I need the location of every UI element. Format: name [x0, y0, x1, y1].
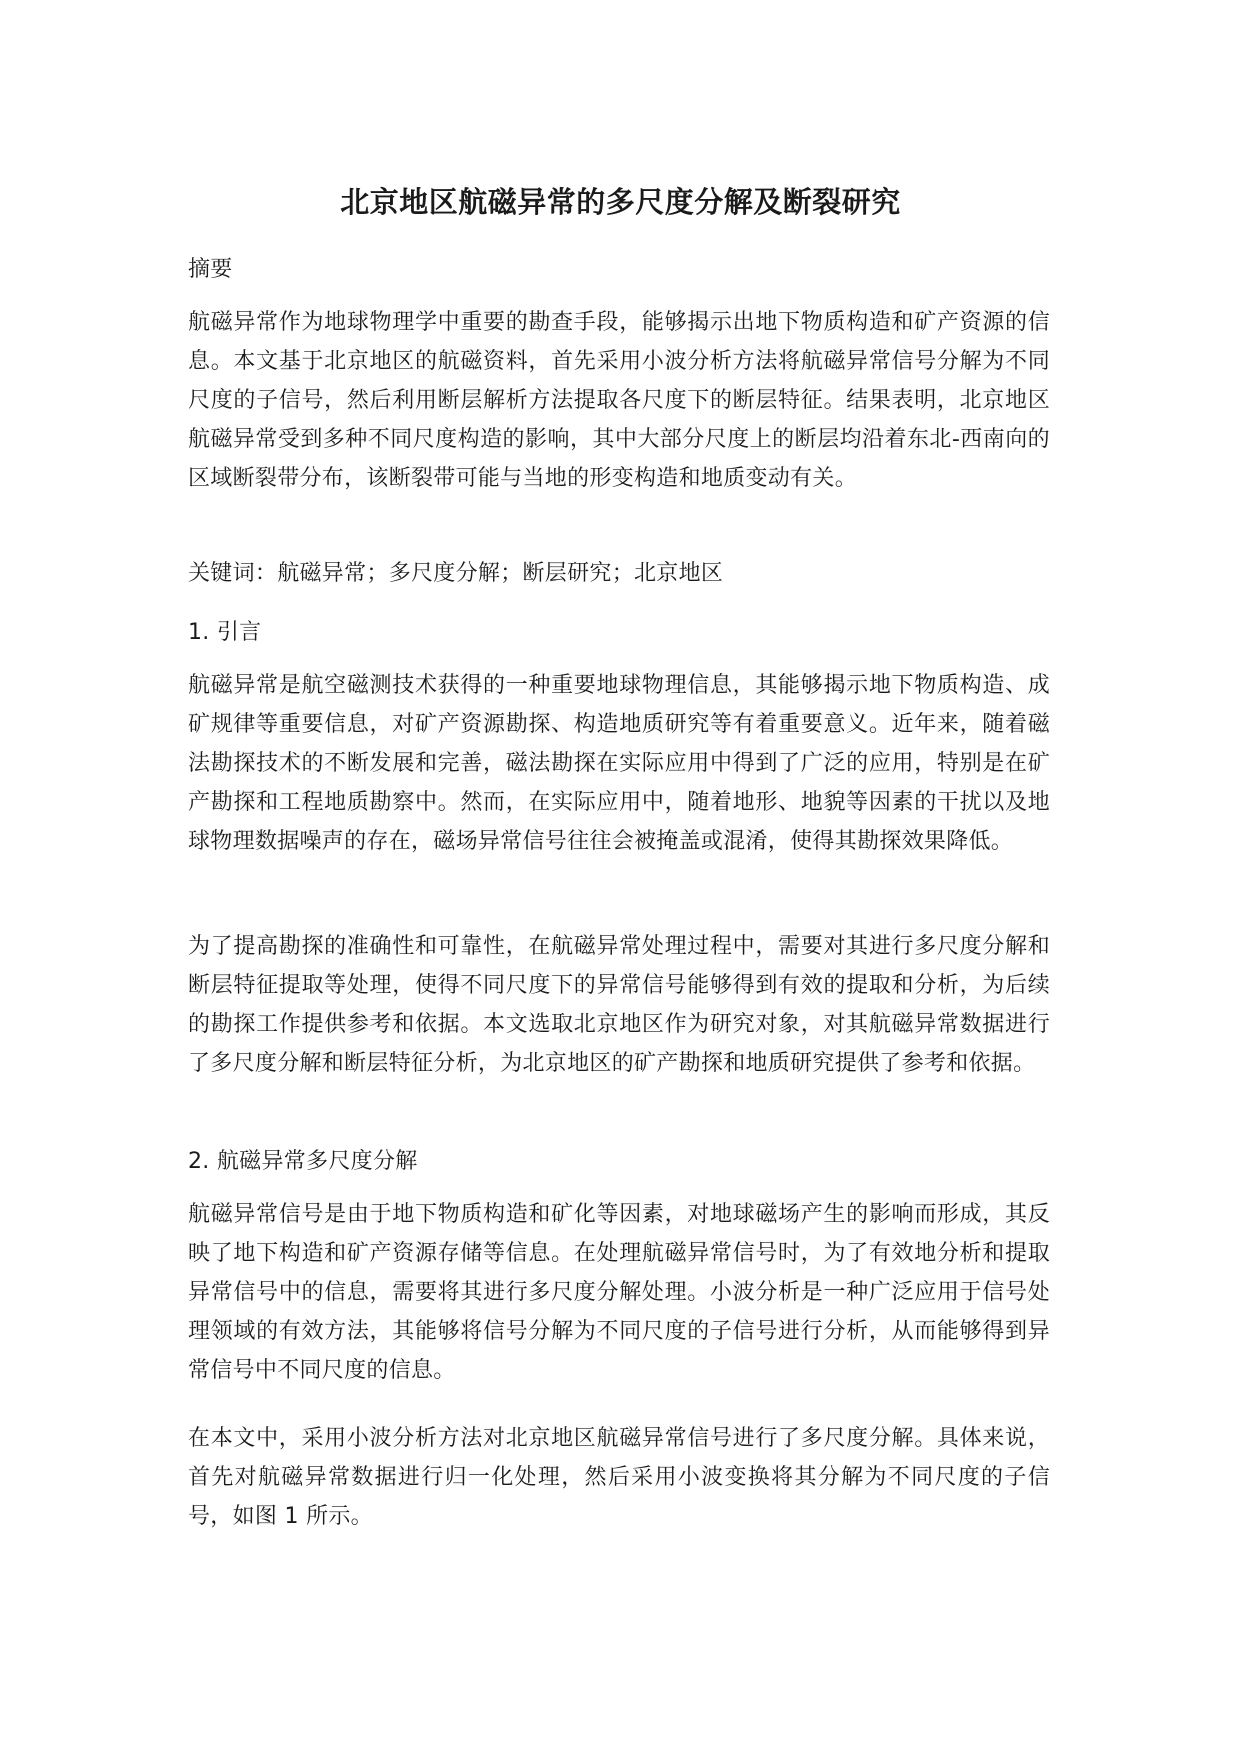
document-title: 北京地区航磁异常的多尺度分解及断裂研究	[340, 185, 901, 219]
section-1-heading: 1. 引言	[188, 620, 262, 645]
section-2-heading: 2. 航磁异常多尺度分解	[188, 1149, 418, 1174]
section-2-paragraph-1: 航磁异常信号是由于地下物质构造和矿化等因素，对地球磁场产生的影响而形成，其反映了地下构造和矿产资源存储等信息。在处理航磁异常信号时，为了有效地分析和提取异常信号中的信息，需要将其进行多尺度分解处理。小波分析是一种广泛应用于信号处理领域的有效方法，其能够将信号分解为不同尺度的子信号进行分析，从而能够得到异常信号中不同尺度的信息。	[188, 1202, 1050, 1383]
abstract-heading: 摘要	[188, 257, 233, 282]
section-1-paragraph-2: 为了提高勘探的准确性和可靠性，在航磁异常处理过程中，需要对其进行多尺度分解和断层特征提取等处理，使得不同尺度下的异常信号能够得到有效的提取和分析，为后续的勘探工作提供参考和依据。本文选取北京地区作为研究对象，对其航磁异常数据进行了多尺度分解和断层特征分析，为北京地区的矿产勘探和地质研究提供了参考和依据。	[188, 934, 1050, 1076]
abstract-paragraph: 航磁异常作为地球物理学中重要的勘查手段，能够揭示出地下物质构造和矿产资源的信息。本文基于北京地区的航磁资料，首先采用小波分析方法将航磁异常信号分解为不同尺度的子信号，然后利用断层解析方法提取各尺度下的断层特征。结果表明，北京地区航磁异常受到多种不同尺度构造的影响，其中大部分尺度上的断层均沿着东北-西南向的区域断裂带分布，该断裂带可能与当地的形变构造和地质变动有关。	[188, 310, 1050, 491]
keywords-line: 关键词：航磁异常；多尺度分解；断层研究；北京地区	[188, 561, 724, 586]
section-2-paragraph-2: 在本文中，采用小波分析方法对北京地区航磁异常信号进行了多尺度分解。具体来说，首先对航磁异常数据进行归一化处理，然后采用小波变换将其分解为不同尺度的子信号，如图 1 所示。	[188, 1426, 1050, 1529]
section-1-paragraph-1: 航磁异常是航空磁测技术获得的一种重要地球物理信息，其能够揭示地下物质构造、成矿规律等重要信息，对矿产资源勘探、构造地质研究等有着重要意义。近年来，随着磁法勘探技术的不断发展和完善，磁法勘探在实际应用中得到了广泛的应用，特别是在矿产勘探和工程地质勘察中。然而，在实际应用中，随着地形、地貌等因素的干扰以及地球物理数据噪声的存在，磁场异常信号往往会被掩盖或混淆，使得其勘探效果降低。	[188, 673, 1050, 854]
